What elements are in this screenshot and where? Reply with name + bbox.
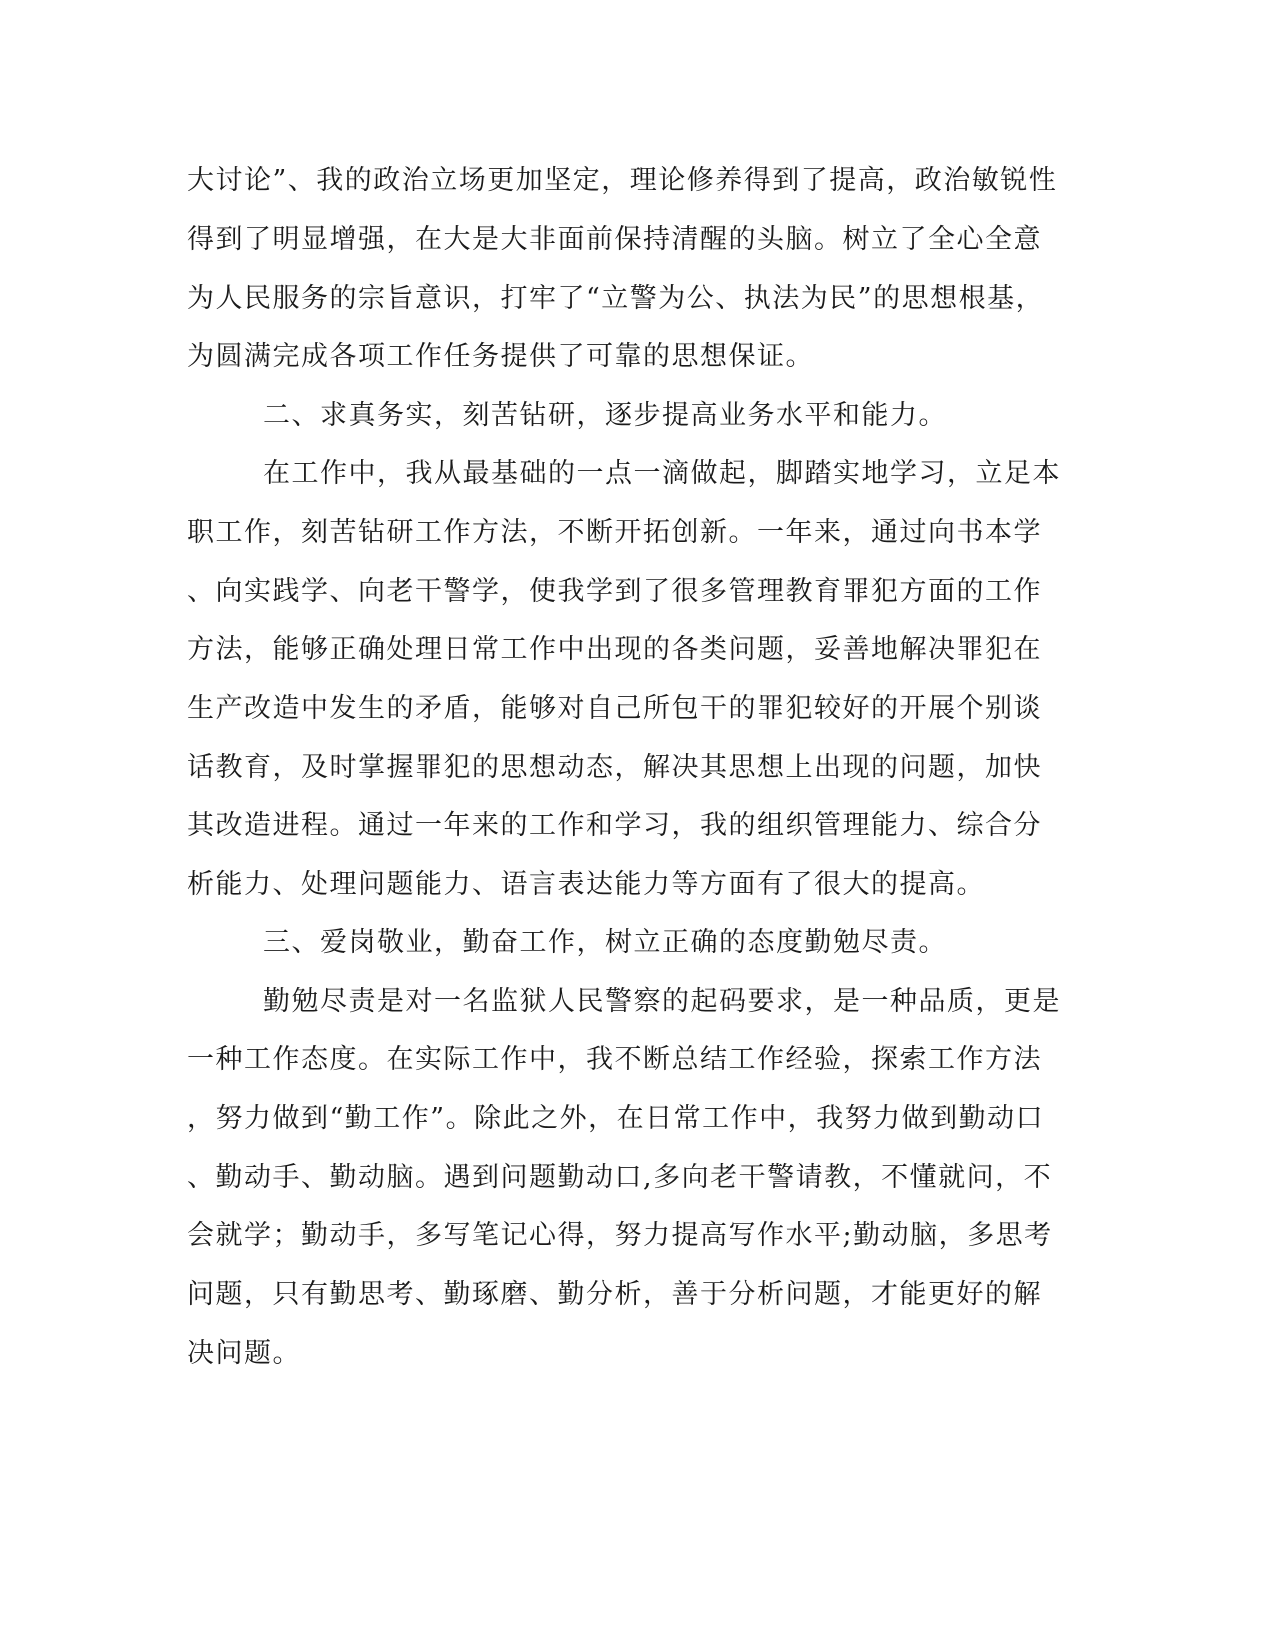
text-line: 会就学；勤动手，多写笔记心得，努力提高写作水平;勤动脑，多思考 [187, 1220, 1053, 1251]
text-line: 职工作，刻苦钻研工作方法，不断开拓创新。一年来，通过向书本学 [187, 517, 1042, 548]
text-line: 、勤动手、勤动脑。遇到问题勤动口,多向老干警请教，不懂就问，不 [187, 1162, 1053, 1193]
text-line: 为人民服务的宗旨意识，打牢了“立警为公、执法为民”的思想根基， [187, 283, 1045, 314]
text-line: 决问题。 [187, 1338, 301, 1369]
text-line: 勤勉尽责是对一名监狱人民警察的起码要求，是一种品质，更是 [263, 986, 1061, 1017]
text-line: 话教育，及时掌握罪犯的思想动态，解决其思想上出现的问题，加快 [187, 752, 1042, 783]
text-line: 其改造进程。通过一年来的工作和学习，我的组织管理能力、综合分 [187, 810, 1042, 841]
text-line: 为圆满完成各项工作任务提供了可靠的思想保证。 [187, 341, 814, 372]
text-line: 一种工作态度。在实际工作中，我不断总结工作经验，探索工作方法 [187, 1044, 1042, 1075]
text-line: 问题，只有勤思考、勤琢磨、勤分析，善于分析问题，才能更好的解 [187, 1279, 1042, 1310]
section-heading: 三、爱岗敬业，勤奋工作，树立正确的态度勤勉尽责。 [263, 927, 947, 958]
text-line: ，努力做到“勤工作”。除此之外，在日常工作中，我努力做到勤动口 [187, 1103, 1045, 1134]
section-heading: 二、求真务实，刻苦钻研，逐步提高业务水平和能力。 [263, 400, 947, 431]
text-line: 析能力、处理问题能力、语言表达能力等方面有了很大的提高。 [187, 869, 985, 900]
text-line: 大讨论”、我的政治立场更加坚定，理论修养得到了提高，政治敏锐性 [187, 165, 1058, 196]
text-line: 生产改造中发生的矛盾，能够对自己所包干的罪犯较好的开展个别谈 [187, 693, 1042, 724]
text-line: 在工作中，我从最基础的一点一滴做起，脚踏实地学习，立足本 [263, 458, 1061, 489]
text-line: 、向实践学、向老干警学，使我学到了很多管理教育罪犯方面的工作 [187, 576, 1042, 607]
text-line: 得到了明显增强，在大是大非面前保持清醒的头脑。树立了全心全意 [187, 224, 1042, 255]
text-line: 方法，能够正确处理日常工作中出现的各类问题，妥善地解决罪犯在 [187, 634, 1042, 665]
